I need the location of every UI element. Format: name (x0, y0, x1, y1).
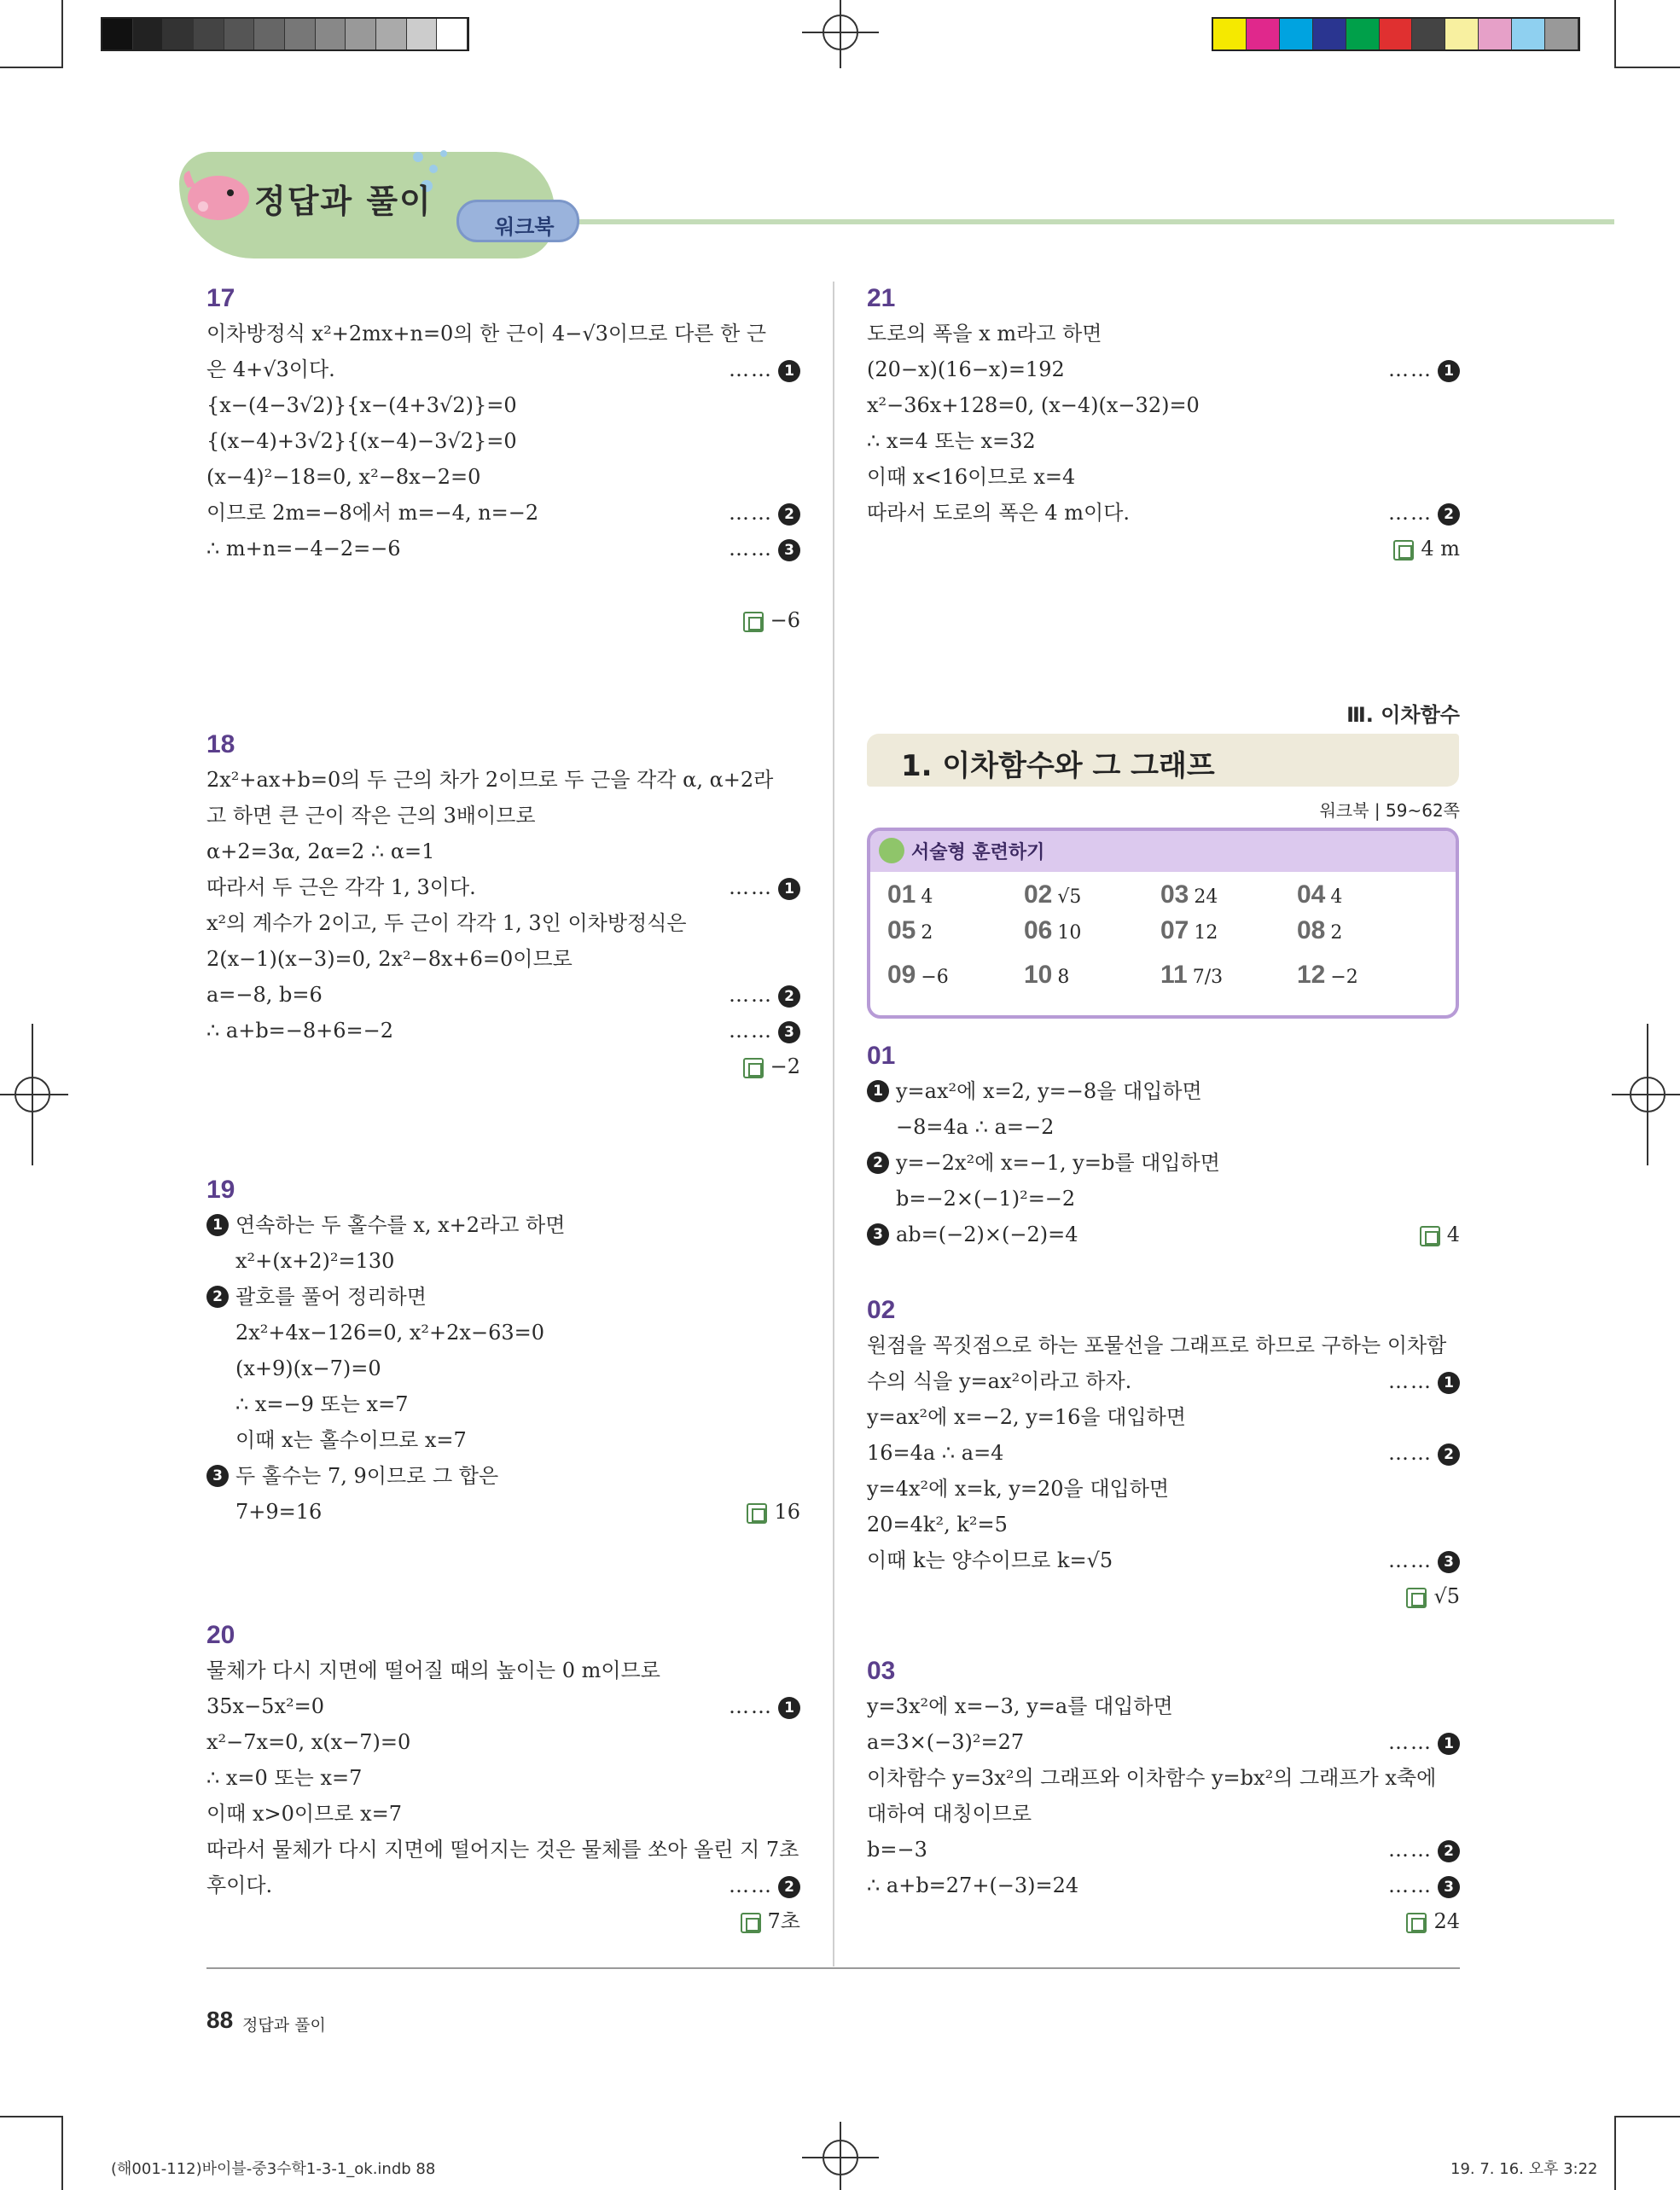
solution-line (206, 1868, 800, 1903)
crop-mark (61, 2116, 63, 2190)
solution-line (206, 1315, 800, 1351)
answer-value: 24 (1433, 1909, 1460, 1933)
line-text: 2x²+ax+b=0의 두 근의 차가 2이므로 두 근을 각각 α, α+2라 (206, 768, 774, 792)
line-text: 이때 k는 양수이므로 k=√5 (867, 1548, 1113, 1572)
registration-target-bottom (802, 2122, 879, 2190)
solution-line (867, 387, 1460, 423)
line-text: (x−4)²−18=0, x²−8x−2=0 (206, 465, 481, 489)
color-swatch (1280, 19, 1313, 49)
step-marker (1388, 1542, 1460, 1578)
step-number-icon: 2 (778, 985, 800, 1008)
line-text: 괄호를 풀어 정리하면 (235, 1285, 427, 1309)
training-value: 2 (921, 922, 933, 944)
step-number-icon: 1 (1438, 1733, 1460, 1755)
grey-swatch (346, 19, 376, 49)
solution-line (206, 905, 800, 941)
problem-number: 18 (206, 730, 235, 758)
solution-line (206, 459, 800, 495)
solution-line (206, 495, 800, 531)
training-answer-11 (1160, 961, 1223, 990)
line-text: {x−(4−3√2)}{x−(4+3√2)}=0 (206, 393, 517, 417)
solution-line (206, 316, 800, 351)
workbook-tag-label: 워크북 (495, 215, 555, 239)
solution-01 (867, 1039, 1460, 1252)
training-value: 4 (921, 886, 933, 908)
problem-number: 19 (206, 1176, 235, 1204)
step-number-icon: 2 (778, 1876, 800, 1898)
answer-value: 4 (1446, 1223, 1460, 1246)
registration-target-top (802, 0, 879, 68)
grey-swatch (316, 19, 346, 49)
answer-icon (743, 612, 764, 632)
solution-line (206, 351, 800, 387)
step-marker (1388, 351, 1460, 387)
dot-leader: …… (1388, 357, 1433, 381)
line-text: 은 4+√3이다. (206, 357, 335, 381)
section-title: 1. 이차함수와 그 그래프 (901, 749, 1215, 783)
line-text: 이때 x는 홀수이므로 x=7 (235, 1428, 467, 1452)
step-marker (1388, 1832, 1460, 1868)
dot-leader: …… (1388, 1838, 1433, 1862)
line-text: 2(x−1)(x−3)=0, 2x²−8x+6=0이므로 (206, 947, 573, 971)
dot-leader: …… (1388, 1441, 1433, 1465)
line-text: x²−7x=0, x(x−7)=0 (206, 1730, 411, 1754)
line-text: a=−8, b=6 (206, 983, 323, 1007)
step-number-icon: 1 (778, 360, 800, 382)
solution-line (867, 1217, 1460, 1252)
workbook-tag (456, 200, 579, 242)
problem-number: 20 (206, 1621, 235, 1649)
solution-line (206, 1494, 800, 1530)
line-text: ∴ x=4 또는 x=32 (867, 429, 1036, 453)
line-text: 7+9=16 (235, 1500, 323, 1524)
step-marker-icon: 1 (867, 1080, 889, 1102)
answer-icon (1393, 540, 1414, 561)
line-text: 두 홀수는 7, 9이므로 그 합은 (235, 1464, 499, 1488)
line-text: (20−x)(16−x)=192 (867, 357, 1065, 381)
answer-value: 4 m (1421, 537, 1460, 561)
answer-icon (1406, 1913, 1427, 1933)
answer-value: 16 (774, 1500, 800, 1524)
line-text: 고 하면 큰 근이 작은 근의 3배이므로 (206, 804, 536, 828)
answer-line (206, 1903, 800, 1939)
solution-line (867, 1542, 1460, 1578)
dot-leader: …… (1388, 1730, 1433, 1754)
line-text: a=3×(−3)²=27 (867, 1730, 1025, 1754)
solution-03 (867, 1654, 1460, 1939)
solution-line (206, 834, 800, 869)
training-answer-02 (1024, 880, 1081, 909)
page-number: 88 (206, 2007, 234, 2033)
line-text: y=3x²에 x=−3, y=a를 대입하면 (867, 1694, 1173, 1718)
answer-icon (1406, 1588, 1427, 1608)
step-number-icon: 3 (1438, 1551, 1460, 1573)
grey-swatch (163, 19, 194, 49)
process-color-bar (1212, 17, 1580, 51)
problem-number: 21 (867, 284, 896, 312)
training-number: 05 (887, 916, 916, 944)
grey-color-bar (101, 17, 469, 51)
training-value: 4 (1330, 886, 1343, 908)
solution-line (867, 1435, 1460, 1471)
step-number-icon: 1 (778, 1697, 800, 1719)
training-answer-08 (1297, 916, 1342, 945)
solution-line (206, 798, 800, 834)
line-text: y=4x²에 x=k, y=20을 대입하면 (867, 1477, 1170, 1501)
step-marker (1388, 1724, 1460, 1760)
dot-leader: …… (729, 875, 773, 899)
training-value: −6 (921, 967, 949, 988)
answer-value: −2 (770, 1054, 800, 1078)
step-marker (1388, 1435, 1460, 1471)
line-text: y=ax²에 x=−2, y=16을 대입하면 (867, 1405, 1186, 1429)
dot-leader: …… (729, 357, 773, 381)
line-text: ∴ a+b=27+(−3)=24 (867, 1873, 1079, 1897)
solution-line (867, 316, 1460, 351)
solution-line (206, 1013, 800, 1049)
color-swatch (1479, 19, 1512, 49)
problem-number: 03 (867, 1657, 896, 1685)
answer-line (867, 531, 1460, 566)
training-answer-12 (1297, 961, 1358, 990)
training-value: 12 (1194, 922, 1218, 944)
line-text: x²−36x+128=0, (x−4)(x−32)=0 (867, 393, 1200, 417)
step-number-icon: 2 (1438, 1444, 1460, 1466)
step-marker (729, 1688, 800, 1724)
answer-line (867, 1578, 1460, 1614)
answer-icon (743, 1058, 764, 1078)
line-text: ∴ x=−9 또는 x=7 (235, 1392, 409, 1416)
training-answer-07 (1160, 916, 1218, 945)
dot-leader: …… (729, 1873, 773, 1897)
training-number: 10 (1024, 961, 1053, 989)
dot-leader: …… (729, 1694, 773, 1718)
solution-line (206, 531, 800, 566)
line-text: 대하여 대칭이므로 (867, 1802, 1032, 1826)
color-swatch (1380, 19, 1413, 49)
solution-line (867, 351, 1460, 387)
problem-number: 01 (867, 1042, 896, 1070)
answer-value: −6 (770, 608, 800, 632)
grey-swatch (133, 19, 164, 49)
answer-inline (1420, 1217, 1460, 1252)
solution-line (867, 1327, 1460, 1363)
step-marker (729, 869, 800, 905)
problem-20 (206, 1618, 800, 1939)
solution-line (206, 1653, 800, 1688)
line-text: ∴ x=0 또는 x=7 (206, 1766, 363, 1790)
line-text: 2x²+4x−126=0, x²+2x−63=0 (235, 1321, 544, 1345)
solution-line (206, 1279, 800, 1315)
solution-line (867, 495, 1460, 531)
step-marker (729, 977, 800, 1013)
color-swatch (1313, 19, 1346, 49)
step-number-icon: 3 (778, 539, 800, 561)
solution-line (867, 1688, 1460, 1724)
solution-line (206, 1832, 800, 1868)
line-text: 후이다. (206, 1873, 273, 1897)
training-number: 04 (1297, 880, 1326, 909)
line-text: 20=4k², k²=5 (867, 1513, 1008, 1536)
workbook-page-range: 워크북 | 59~62쪽 (1319, 800, 1460, 821)
line-text: (x+9)(x−7)=0 (235, 1356, 381, 1380)
registration-target-right (1612, 1024, 1680, 1165)
crop-mark (61, 0, 63, 68)
grey-swatch (102, 19, 133, 49)
step-number-icon: 1 (1438, 360, 1460, 382)
crop-mark (0, 67, 63, 68)
solution-line (206, 387, 800, 423)
grey-swatch (254, 19, 285, 49)
solution-line (206, 941, 800, 977)
solution-line (867, 1760, 1460, 1796)
grey-swatch (407, 19, 438, 49)
step-number-icon: 3 (778, 1021, 800, 1043)
training-answer-05 (887, 916, 933, 945)
line-text: ∴ m+n=−4−2=−6 (206, 537, 401, 561)
line-text: 원점을 꼭짓점으로 하는 포물선을 그래프로 하므로 구하는 이차함 (867, 1333, 1447, 1357)
step-marker-icon: 3 (206, 1465, 229, 1487)
answer-line (206, 1049, 800, 1084)
step-marker (729, 1013, 800, 1049)
footer-rule (206, 1967, 1460, 1969)
problem-number: 17 (206, 284, 235, 312)
solution-line (867, 459, 1460, 495)
crop-mark (0, 2116, 63, 2117)
line-text: 이므로 2m=−8에서 m=−4, n=−2 (206, 501, 539, 525)
step-marker-icon: 3 (867, 1223, 889, 1246)
training-value: 10 (1057, 922, 1082, 944)
grey-swatch (224, 19, 255, 49)
solution-line (206, 1724, 800, 1760)
training-answer-01 (887, 880, 933, 909)
solution-line (206, 423, 800, 459)
training-value: 8 (1057, 967, 1070, 988)
dot-leader: …… (729, 537, 773, 561)
answer-line (206, 602, 800, 638)
solution-line (206, 1351, 800, 1386)
solution-line (867, 1832, 1460, 1868)
line-text: 이때 x<16이므로 x=4 (867, 465, 1076, 489)
step-number-icon: 3 (1438, 1876, 1460, 1898)
training-answer-09 (887, 961, 949, 990)
solution-line (206, 977, 800, 1013)
solution-line (867, 1399, 1460, 1435)
crop-mark (1614, 67, 1680, 68)
step-marker (729, 531, 800, 566)
color-swatch (1247, 19, 1280, 49)
step-number-icon: 2 (778, 503, 800, 526)
solution-line (867, 1507, 1460, 1542)
line-text: 연속하는 두 홀수를 x, x+2라고 하면 (235, 1213, 566, 1237)
training-number: 12 (1297, 961, 1326, 989)
solution-line (206, 1458, 800, 1494)
whale-mascot-icon (177, 162, 259, 230)
line-text: 따라서 도로의 폭은 4 m이다. (867, 501, 1131, 525)
answer-value: √5 (1433, 1584, 1460, 1608)
training-answer-10 (1024, 961, 1069, 990)
training-number: 09 (887, 961, 916, 989)
registration-target-left (0, 1024, 68, 1165)
chapter-label: Ⅲ. 이차함수 (1346, 703, 1460, 727)
training-value: 2 (1330, 922, 1343, 944)
training-value: 24 (1194, 886, 1218, 908)
solution-line (867, 1363, 1460, 1399)
solution-line (867, 1796, 1460, 1832)
color-swatch (1213, 19, 1247, 49)
step-number-icon: 2 (1438, 1840, 1460, 1862)
line-text: 따라서 물체가 다시 지면에 떨어지는 것은 물체를 쏘아 올린 지 7초 (206, 1838, 799, 1862)
step-marker (729, 1868, 800, 1903)
solution-02 (867, 1293, 1460, 1614)
line-text: ab=(−2)×(−2)=4 (896, 1223, 1078, 1246)
line-text: α+2=3α, 2α=2 ∴ α=1 (206, 839, 435, 863)
training-answer-04 (1297, 880, 1342, 909)
problem-17 (206, 282, 800, 638)
step-marker (729, 351, 800, 387)
solution-line (867, 1181, 1460, 1217)
line-text: b=−2×(−1)²=−2 (896, 1187, 1076, 1211)
crop-mark (1614, 2116, 1680, 2117)
solution-line (206, 869, 800, 905)
step-marker (729, 495, 800, 531)
problem-19 (206, 1173, 800, 1530)
solution-line (867, 1073, 1460, 1109)
solution-line (867, 1471, 1460, 1507)
line-text: y=−2x²에 x=−1, y=b를 대입하면 (896, 1151, 1220, 1175)
training-number: 11 (1160, 961, 1188, 989)
line-text: ∴ a+b=−8+6=−2 (206, 1019, 394, 1043)
answer-icon (747, 1503, 767, 1524)
line-text: 16=4a ∴ a=4 (867, 1441, 1004, 1465)
grey-swatch (376, 19, 407, 49)
line-text: −8=4a ∴ a=−2 (896, 1115, 1055, 1139)
training-number: 01 (887, 880, 916, 909)
solution-line (867, 1724, 1460, 1760)
answer-value: 7초 (767, 1909, 800, 1933)
step-number-icon: 1 (1438, 1372, 1460, 1394)
training-answer-03 (1160, 880, 1218, 909)
training-title: 서술형 훈련하기 (911, 842, 1045, 863)
training-value: 7/3 (1192, 967, 1224, 988)
grey-swatch (437, 19, 468, 49)
solution-line (206, 1422, 800, 1458)
solution-line (206, 1243, 800, 1279)
line-text: y=ax²에 x=2, y=−8을 대입하면 (896, 1079, 1202, 1103)
solution-line (867, 1145, 1460, 1181)
section-title-bar (867, 734, 1459, 787)
grey-swatch (285, 19, 316, 49)
training-number: 02 (1024, 880, 1053, 909)
footer-label: 정답과 풀이 (242, 2016, 326, 2035)
step-number-icon: 1 (778, 878, 800, 900)
column-divider (833, 282, 834, 1966)
line-text: 이때 x>0이므로 x=7 (206, 1802, 403, 1826)
dot-leader: …… (1388, 1548, 1433, 1572)
line-text: b=−3 (867, 1838, 927, 1862)
training-header (870, 831, 1456, 872)
answer-line (867, 1903, 1460, 1939)
step-marker-icon: 2 (867, 1152, 889, 1174)
solution-line (867, 1868, 1460, 1903)
line-text: 수의 식을 y=ax²이라고 하자. (867, 1369, 1132, 1393)
page-header-title: 정답과 풀이 (254, 183, 433, 220)
solution-line (867, 1109, 1460, 1145)
header-rule (478, 219, 1614, 224)
problem-18 (206, 728, 800, 1084)
color-swatch (1445, 19, 1479, 49)
training-answer-06 (1024, 916, 1081, 945)
line-text: x²의 계수가 2이고, 두 근이 각각 1, 3인 이차방정식은 (206, 911, 687, 935)
step-marker (1388, 495, 1460, 531)
step-marker (1388, 1363, 1460, 1399)
training-number: 08 (1297, 916, 1326, 944)
training-value: −2 (1330, 967, 1358, 988)
problem-number: 02 (867, 1296, 896, 1324)
solution-line (206, 1760, 800, 1796)
training-number: 03 (1160, 880, 1189, 909)
chameleon-icon (879, 838, 904, 863)
crop-mark (1614, 2116, 1616, 2190)
solution-line (206, 1386, 800, 1422)
step-marker (1388, 1868, 1460, 1903)
dot-leader: …… (729, 983, 773, 1007)
dot-leader: …… (729, 501, 773, 525)
print-slug-date: 19. 7. 16. 오후 3:22 (1450, 2160, 1598, 2178)
answer-icon (1420, 1226, 1440, 1246)
solution-line (206, 1796, 800, 1832)
solution-line (206, 1688, 800, 1724)
line-text: 물체가 다시 지면에 떨어질 때의 높이는 0 m이므로 (206, 1658, 660, 1682)
grey-swatch (194, 19, 224, 49)
line-text: 따라서 두 근은 각각 1, 3이다. (206, 875, 476, 899)
line-text: 이차함수 y=3x²의 그래프와 이차함수 y=bx²의 그래프가 x축에 (867, 1766, 1437, 1790)
step-marker-icon: 1 (206, 1214, 229, 1236)
dot-leader: …… (729, 1019, 773, 1043)
line-text: x²+(x+2)²=130 (235, 1249, 395, 1273)
color-swatch (1545, 19, 1578, 49)
dot-leader: …… (1388, 501, 1433, 525)
solution-line (867, 423, 1460, 459)
print-slug-file: (해001-112)바이블-중3수학1-3-1_ok.indb 88 (111, 2160, 436, 2178)
line-text: 도로의 폭을 x m라고 하면 (867, 322, 1102, 346)
solution-line (206, 1207, 800, 1243)
training-answers-box (867, 828, 1459, 1019)
answer-inline (747, 1494, 800, 1530)
training-number: 07 (1160, 916, 1189, 944)
color-swatch (1512, 19, 1545, 49)
dot-leader: …… (1388, 1369, 1433, 1393)
answer-icon (741, 1913, 761, 1933)
color-swatch (1412, 19, 1445, 49)
training-number: 06 (1024, 916, 1053, 944)
training-value: √5 (1057, 886, 1082, 908)
line-text: 이차방정식 x²+2mx+n=0의 한 근이 4−√3이므로 다른 한 근 (206, 322, 767, 346)
solution-line (206, 762, 800, 798)
step-number-icon: 2 (1438, 503, 1460, 526)
crop-mark (1614, 0, 1616, 68)
problem-21 (867, 282, 1460, 566)
line-text: 35x−5x²=0 (206, 1694, 324, 1718)
line-text: {(x−4)+3√2}{(x−4)−3√2}=0 (206, 429, 517, 453)
color-swatch (1346, 19, 1380, 49)
step-marker-icon: 2 (206, 1286, 229, 1308)
dot-leader: …… (1388, 1873, 1433, 1897)
